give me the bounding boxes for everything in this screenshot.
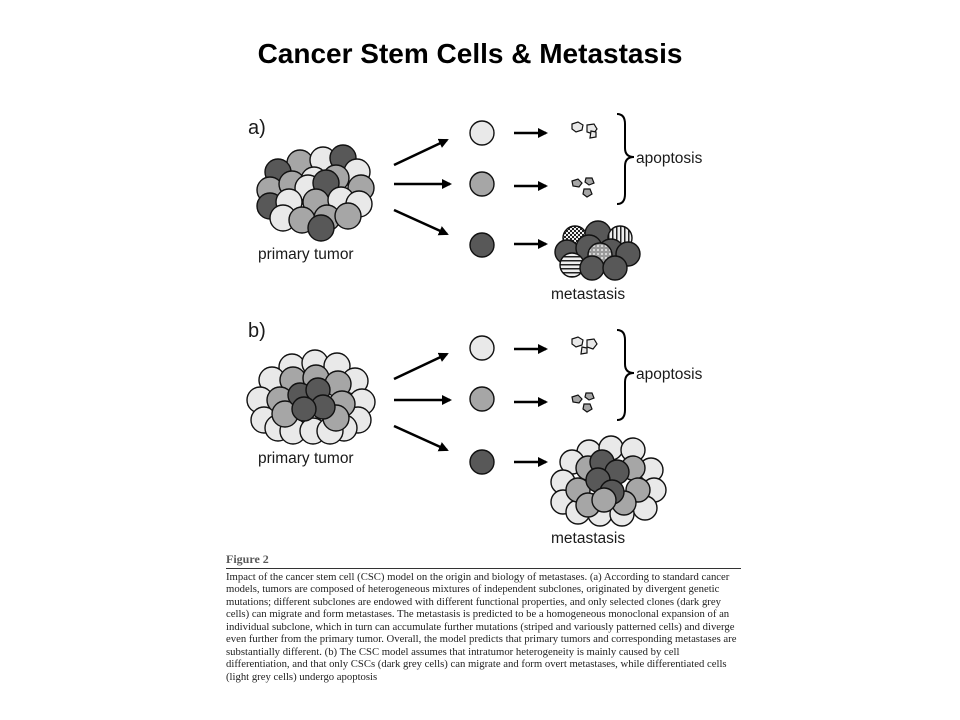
panel-b-tag: b) xyxy=(248,320,266,342)
panel-b xyxy=(247,320,703,547)
dark-cell-b xyxy=(470,450,494,474)
apoptosis-label-b: apoptosis xyxy=(636,366,703,383)
caption-text: Impact of the cancer stem cell (CSC) model on the origin and biology of metastases. (a) According to standard cancer models, tumors are composed of heterogeneous mixtures of independent subclones, originated by divergent genetic mutations; different subclones are endowed with different functional properties, and only selected clones (dark grey cells) can migrate and form metastases. The metastasis is predicted to be a homogeneous monoclonal expansion of an individual subclone, which in turn can accumulate further mutations (striped and variously patterned cells) and diverge even further from the primary tumor. Overall, the model predicts that primary tumors and corresponding metastases are substantially different. (b) The CSC model assumes that intratumor heterogeneity is mainly caused by cell differentiation, and that only CSCs (dark grey cells) can migrate and form overt metastases, while differentiated cells (light grey cells) undergo apoptosis xyxy=(226,571,737,683)
migration-arrows-a xyxy=(394,140,450,234)
apoptosis-bracket-b xyxy=(617,330,634,420)
primary-tumor-label-a: primary tumor xyxy=(258,246,354,263)
light-cell-a xyxy=(470,121,494,145)
metastasis-label-a: metastasis xyxy=(551,286,626,303)
dark-cell-a xyxy=(470,233,494,257)
apoptosis-bracket-a xyxy=(617,114,634,204)
migrating-cells-b xyxy=(470,336,494,474)
panel-a xyxy=(248,114,703,303)
caption-heading: Figure 2 xyxy=(226,552,269,566)
outcome-arrows-a xyxy=(514,133,546,244)
caption-rule xyxy=(226,568,741,569)
migrating-cells-a xyxy=(470,121,494,257)
panel-a-tag: a) xyxy=(248,117,266,139)
metastasis-a xyxy=(555,221,640,280)
apoptosis-label-a: apoptosis xyxy=(636,150,703,167)
outcome-arrows-b xyxy=(514,349,546,462)
primary-tumor-b xyxy=(247,350,375,444)
metastasis-b xyxy=(551,436,666,526)
apoptotic-fragments-mid-b xyxy=(572,393,594,412)
primary-tumor-a xyxy=(257,145,374,241)
mid-cell-b xyxy=(470,387,494,411)
apoptotic-fragments-light-b xyxy=(572,337,597,354)
primary-tumor-label-b: primary tumor xyxy=(258,450,354,467)
light-cell-b xyxy=(470,336,494,360)
metastasis-label-b: metastasis xyxy=(551,530,626,547)
mid-cell-a xyxy=(470,172,494,196)
migration-arrows-b xyxy=(394,354,450,450)
apoptotic-fragments-mid-a xyxy=(572,178,594,197)
slide-title: Cancer Stem Cells & Metastasis xyxy=(257,38,683,69)
figure-caption xyxy=(226,552,741,692)
apoptotic-fragments-light-a xyxy=(572,122,597,138)
